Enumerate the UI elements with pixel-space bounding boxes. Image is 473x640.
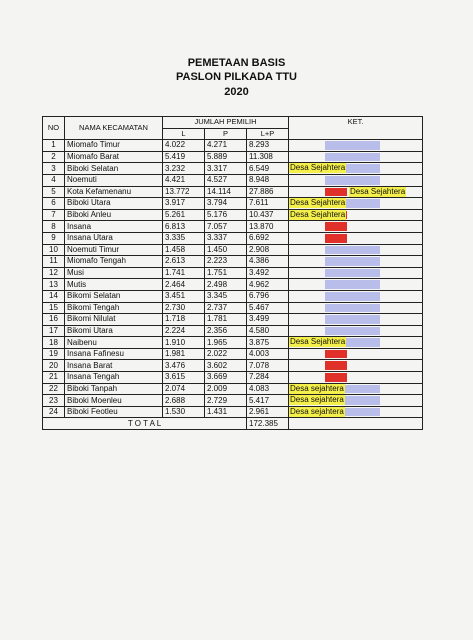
table-row bbox=[43, 267, 423, 279]
value-l: 2.224 bbox=[163, 325, 205, 337]
value-lp: 2.908 bbox=[247, 244, 289, 256]
kecamatan-name: Biboki Anleu bbox=[65, 209, 163, 221]
value-p: 1.751 bbox=[205, 267, 247, 279]
value-p: 1.450 bbox=[205, 244, 247, 256]
value-p: 3.337 bbox=[205, 232, 247, 244]
value-p: 14.114 bbox=[205, 186, 247, 198]
value-l: 2.464 bbox=[163, 279, 205, 291]
kecamatan-name: Noemuti Timur bbox=[65, 244, 163, 256]
ket-cell bbox=[289, 314, 423, 326]
value-l: 5.419 bbox=[163, 151, 205, 163]
red-mark bbox=[325, 373, 347, 382]
row-number: 15 bbox=[43, 302, 65, 314]
value-p: 1.965 bbox=[205, 337, 247, 349]
kecamatan-name: Bikomi Selatan bbox=[65, 290, 163, 302]
value-p: 4.527 bbox=[205, 174, 247, 186]
value-p: 3.345 bbox=[205, 290, 247, 302]
row-number: 7 bbox=[43, 209, 65, 221]
header-nama-kecamatan: NAMA KECAMATAN bbox=[65, 117, 163, 140]
table-row bbox=[43, 186, 423, 198]
row-number: 21 bbox=[43, 372, 65, 384]
table-row bbox=[43, 360, 423, 372]
value-lp: 4.580 bbox=[247, 325, 289, 337]
kecamatan-name: Musi bbox=[65, 267, 163, 279]
value-l: 3.451 bbox=[163, 290, 205, 302]
value-p: 2.022 bbox=[205, 348, 247, 360]
table-row bbox=[43, 406, 423, 418]
value-l: 1.458 bbox=[163, 244, 205, 256]
desa-sejahtera-label: Desa sejahtera bbox=[290, 383, 344, 393]
header-jumlah-pemilih: JUMLAH PEMILIH bbox=[163, 117, 289, 129]
kecamatan-name: Biboki Selatan bbox=[65, 163, 163, 175]
kecamatan-name: Biboki Moenleu bbox=[65, 395, 163, 407]
table-row bbox=[43, 372, 423, 384]
value-lp: 4.083 bbox=[247, 383, 289, 395]
total-ket bbox=[289, 418, 423, 430]
voter-table bbox=[42, 116, 423, 430]
kecamatan-name: Miomafo Timur bbox=[65, 140, 163, 152]
table-row bbox=[43, 325, 423, 337]
blue-mark bbox=[325, 269, 380, 278]
value-lp: 27.886 bbox=[247, 186, 289, 198]
ket-cell bbox=[289, 348, 423, 360]
kecamatan-name: Biboki Utara bbox=[65, 198, 163, 210]
value-lp: 5.417 bbox=[247, 395, 289, 407]
ket-cell bbox=[289, 302, 423, 314]
value-p: 5.889 bbox=[205, 151, 247, 163]
row-number: 16 bbox=[43, 314, 65, 326]
blue-mark bbox=[325, 315, 380, 324]
table-row bbox=[43, 395, 423, 407]
table-row bbox=[43, 302, 423, 314]
value-lp: 7.611 bbox=[247, 198, 289, 210]
blue-mark bbox=[325, 176, 380, 185]
header-p: P bbox=[205, 128, 247, 140]
red-mark bbox=[325, 234, 347, 243]
ket-cell bbox=[289, 244, 423, 256]
ket-cell bbox=[289, 383, 423, 395]
blue-mark bbox=[325, 141, 380, 150]
ket-cell bbox=[289, 372, 423, 384]
kecamatan-name: Mutis bbox=[65, 279, 163, 291]
row-number: 11 bbox=[43, 256, 65, 268]
value-l: 3.335 bbox=[163, 232, 205, 244]
value-l: 3.615 bbox=[163, 372, 205, 384]
blue-mark bbox=[325, 280, 380, 289]
value-lp: 3.499 bbox=[247, 314, 289, 326]
blue-mark bbox=[325, 304, 380, 313]
kecamatan-name: Insana Tengah bbox=[65, 372, 163, 384]
header-no: NO bbox=[43, 117, 65, 140]
ket-cell bbox=[289, 140, 423, 152]
table-row bbox=[43, 209, 423, 221]
table-row bbox=[43, 174, 423, 186]
value-l: 2.730 bbox=[163, 302, 205, 314]
table-row bbox=[43, 256, 423, 268]
value-lp: 8.293 bbox=[247, 140, 289, 152]
kecamatan-name: Kota Kefamenanu bbox=[65, 186, 163, 198]
ket-cell bbox=[289, 186, 423, 198]
row-number: 14 bbox=[43, 290, 65, 302]
value-l: 2.074 bbox=[163, 383, 205, 395]
table-row bbox=[43, 221, 423, 233]
desa-sejahtera-label: Desa Sejahtera bbox=[290, 198, 346, 208]
value-p: 3.317 bbox=[205, 163, 247, 175]
value-p: 2.498 bbox=[205, 279, 247, 291]
ket-cell bbox=[289, 290, 423, 302]
total-label: T O T A L bbox=[43, 418, 247, 430]
desa-sejahtera-label: Desa Sejahtera bbox=[290, 337, 346, 347]
total-row bbox=[43, 418, 423, 430]
value-p: 4.271 bbox=[205, 140, 247, 152]
ket-cell bbox=[289, 395, 423, 407]
value-p: 1.431 bbox=[205, 406, 247, 418]
value-p: 2.356 bbox=[205, 325, 247, 337]
kecamatan-name: Insana bbox=[65, 221, 163, 233]
row-number: 6 bbox=[43, 198, 65, 210]
ket-cell bbox=[289, 406, 423, 418]
value-l: 4.421 bbox=[163, 174, 205, 186]
value-p: 3.669 bbox=[205, 372, 247, 384]
row-number: 5 bbox=[43, 186, 65, 198]
table-row bbox=[43, 279, 423, 291]
value-lp: 10.437 bbox=[247, 209, 289, 221]
value-lp: 6.692 bbox=[247, 232, 289, 244]
table-body bbox=[43, 140, 423, 418]
value-lp: 4.386 bbox=[247, 256, 289, 268]
ket-cell bbox=[289, 151, 423, 163]
row-number: 10 bbox=[43, 244, 65, 256]
value-lp: 4.962 bbox=[247, 279, 289, 291]
red-mark bbox=[325, 361, 347, 370]
value-l: 3.917 bbox=[163, 198, 205, 210]
document-title-year: 2020 bbox=[224, 86, 249, 98]
blue-mark bbox=[325, 153, 380, 162]
desa-sejahtera-label: Desa sejahtera bbox=[290, 395, 344, 405]
value-p: 5.176 bbox=[205, 209, 247, 221]
table-row bbox=[43, 244, 423, 256]
value-l: 1.530 bbox=[163, 406, 205, 418]
row-number: 20 bbox=[43, 360, 65, 372]
desa-sejahtera-label: Desa Sejahtera bbox=[350, 186, 406, 196]
table-row bbox=[43, 232, 423, 244]
kecamatan-name: Insana Utara bbox=[65, 232, 163, 244]
total-value: 172.385 bbox=[247, 418, 289, 430]
value-l: 2.688 bbox=[163, 395, 205, 407]
desa-sejahtera-label: Desa Sejahtera bbox=[290, 163, 346, 173]
value-l: 13.772 bbox=[163, 186, 205, 198]
row-number: 13 bbox=[43, 279, 65, 291]
value-l: 1.741 bbox=[163, 267, 205, 279]
value-p: 3.794 bbox=[205, 198, 247, 210]
value-l: 5.261 bbox=[163, 209, 205, 221]
desa-sejahtera-label: Desa sejahtera bbox=[290, 406, 344, 416]
row-number: 12 bbox=[43, 267, 65, 279]
value-p: 1.781 bbox=[205, 314, 247, 326]
row-number: 17 bbox=[43, 325, 65, 337]
table-row bbox=[43, 383, 423, 395]
value-l: 3.232 bbox=[163, 163, 205, 175]
value-lp: 7.284 bbox=[247, 372, 289, 384]
table-row bbox=[43, 140, 423, 152]
value-lp: 4.003 bbox=[247, 348, 289, 360]
kecamatan-name: Bikomi Nilulat bbox=[65, 314, 163, 326]
kecamatan-name: Biboki Tanpah bbox=[65, 383, 163, 395]
value-l: 2.613 bbox=[163, 256, 205, 268]
ket-cell bbox=[289, 163, 423, 175]
value-lp: 5.467 bbox=[247, 302, 289, 314]
ket-cell bbox=[289, 267, 423, 279]
table-row bbox=[43, 198, 423, 210]
kecamatan-name: Bikomi Tengah bbox=[65, 302, 163, 314]
kecamatan-name: Biboki Feotleu bbox=[65, 406, 163, 418]
blue-mark bbox=[325, 246, 380, 255]
value-lp: 7.078 bbox=[247, 360, 289, 372]
row-number: 1 bbox=[43, 140, 65, 152]
kecamatan-name: Insana Barat bbox=[65, 360, 163, 372]
row-number: 2 bbox=[43, 151, 65, 163]
table-row bbox=[43, 348, 423, 360]
desa-sejahtera-label: Desa Sejahtera bbox=[290, 209, 346, 219]
red-mark bbox=[325, 188, 347, 197]
row-number: 9 bbox=[43, 232, 65, 244]
row-number: 4 bbox=[43, 174, 65, 186]
header-ket: KET. bbox=[289, 117, 423, 140]
value-p: 2.009 bbox=[205, 383, 247, 395]
red-mark bbox=[325, 350, 347, 359]
kecamatan-name: Bikomi Utara bbox=[65, 325, 163, 337]
value-l: 1.718 bbox=[163, 314, 205, 326]
row-number: 8 bbox=[43, 221, 65, 233]
value-lp: 11.308 bbox=[247, 151, 289, 163]
document-title-line1: PEMETAAN BASIS bbox=[187, 57, 286, 69]
ket-cell bbox=[289, 360, 423, 372]
value-lp: 8.948 bbox=[247, 174, 289, 186]
value-l: 6.813 bbox=[163, 221, 205, 233]
row-number: 24 bbox=[43, 406, 65, 418]
blue-mark bbox=[325, 257, 380, 266]
value-l: 1.910 bbox=[163, 337, 205, 349]
row-number: 18 bbox=[43, 337, 65, 349]
row-number: 23 bbox=[43, 395, 65, 407]
kecamatan-name: Insana Fafinesu bbox=[65, 348, 163, 360]
table-row bbox=[43, 163, 423, 175]
value-p: 7.057 bbox=[205, 221, 247, 233]
value-lp: 3.875 bbox=[247, 337, 289, 349]
kecamatan-name: Noemuti bbox=[65, 174, 163, 186]
row-number: 22 bbox=[43, 383, 65, 395]
ket-cell bbox=[289, 256, 423, 268]
ket-cell bbox=[289, 279, 423, 291]
value-lp: 13.870 bbox=[247, 221, 289, 233]
value-lp: 6.796 bbox=[247, 290, 289, 302]
row-number: 19 bbox=[43, 348, 65, 360]
table-row bbox=[43, 314, 423, 326]
red-mark bbox=[325, 222, 347, 231]
header-lp: L+P bbox=[247, 128, 289, 140]
value-l: 4.022 bbox=[163, 140, 205, 152]
value-p: 2.223 bbox=[205, 256, 247, 268]
blue-mark bbox=[325, 327, 380, 336]
value-p: 3.602 bbox=[205, 360, 247, 372]
kecamatan-name: Miomafo Barat bbox=[65, 151, 163, 163]
ket-cell bbox=[289, 198, 423, 210]
table-row bbox=[43, 290, 423, 302]
table-row bbox=[43, 337, 423, 349]
header-l: L bbox=[163, 128, 205, 140]
ket-cell bbox=[289, 209, 423, 221]
value-lp: 3.492 bbox=[247, 267, 289, 279]
blue-mark bbox=[325, 292, 380, 301]
value-lp: 6.549 bbox=[247, 163, 289, 175]
value-p: 2.729 bbox=[205, 395, 247, 407]
value-lp: 2.961 bbox=[247, 406, 289, 418]
kecamatan-name: Naibenu bbox=[65, 337, 163, 349]
value-l: 1.981 bbox=[163, 348, 205, 360]
ket-cell bbox=[289, 325, 423, 337]
row-number: 3 bbox=[43, 163, 65, 175]
value-l: 3.476 bbox=[163, 360, 205, 372]
value-p: 2.737 bbox=[205, 302, 247, 314]
ket-cell bbox=[289, 337, 423, 349]
ket-cell bbox=[289, 221, 423, 233]
table-row bbox=[43, 151, 423, 163]
document-title-line2: PASLON PILKADA TTU bbox=[176, 71, 297, 83]
ket-cell bbox=[289, 232, 423, 244]
ket-cell bbox=[289, 174, 423, 186]
kecamatan-name: Miomafo Tengah bbox=[65, 256, 163, 268]
